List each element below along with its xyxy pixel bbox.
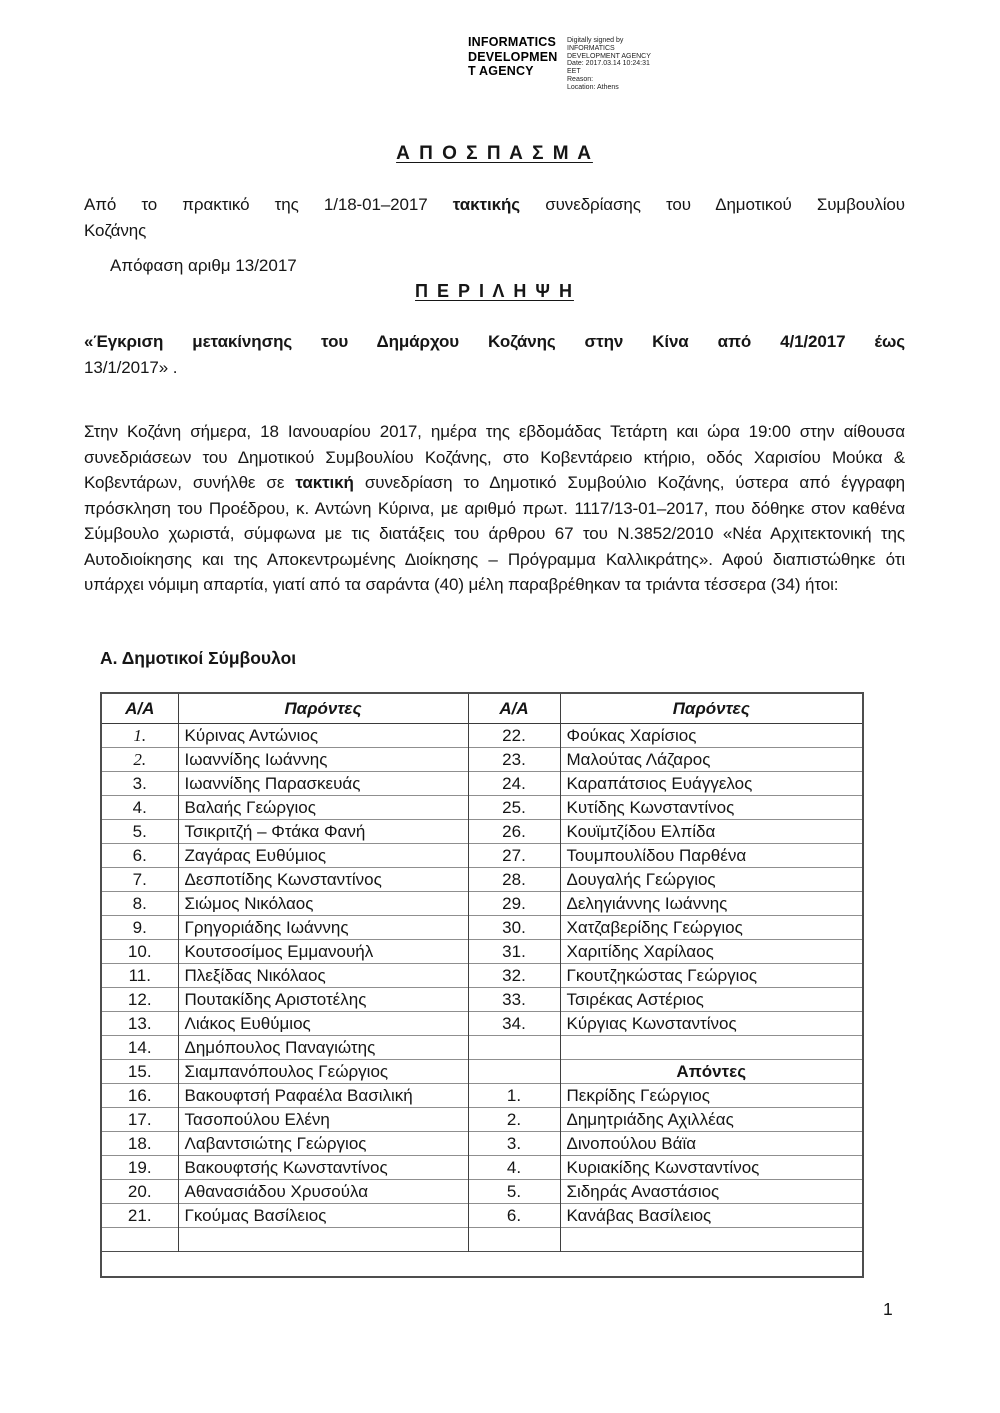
table-header-cell: Παρόντες [178, 693, 468, 724]
table-row [101, 796, 863, 820]
table-header-cell: Α/Α [101, 693, 178, 724]
row-number-cell: 3. [101, 772, 178, 796]
member-name-cell: Πεκρίδης Γεώργιος [560, 1084, 863, 1108]
council-table-wrap [100, 692, 864, 1278]
row-number-cell: 8. [101, 892, 178, 916]
member-name-cell: Τσικριτζή – Φτάκα Φανή [178, 820, 468, 844]
row-number-cell: 29. [468, 892, 560, 916]
table-row [101, 1180, 863, 1204]
member-name-cell: Κυτίδης Κωνσταντίνος [560, 796, 863, 820]
row-number-cell: 19. [101, 1156, 178, 1180]
table-row [101, 1012, 863, 1036]
row-number-cell: 5. [101, 820, 178, 844]
subject-line-1: «Έγκριση μετακίνησης του Δημάρχου Κοζάνης στην Κίνα από 4/1/2017 έως [84, 332, 905, 351]
member-name-cell: Ζαγάρας Ευθύμιος [178, 844, 468, 868]
table-row [101, 868, 863, 892]
table-row [101, 724, 863, 748]
subject-line-2: 13/1/2017» . [84, 357, 178, 377]
intro-line-1 [84, 192, 905, 218]
table-row [101, 772, 863, 796]
row-number-cell: 25. [468, 796, 560, 820]
row-number-cell: 21. [101, 1204, 178, 1228]
member-name-cell: Δεσποτίδης Κωνσταντίνος [178, 868, 468, 892]
table-row [101, 1204, 863, 1228]
signature-detail-line: Date: 2017.03.14 10:24:31 [567, 60, 650, 68]
row-number-cell: 28. [468, 868, 560, 892]
signature-agency-line: INFORMATICS [468, 35, 557, 49]
intro-text: Από το πρακτικό της 1/18-01–2017 [84, 195, 453, 214]
signature-detail-line: EET [567, 68, 581, 76]
member-name-cell: Δημόπουλος Παναγιώτης [178, 1036, 468, 1060]
member-name-cell: Τσιρέκας Αστέριος [560, 988, 863, 1012]
table-row [101, 988, 863, 1012]
row-number-cell: 13. [101, 1012, 178, 1036]
member-name-cell [560, 1228, 863, 1252]
intro-bold-text: τακτικής [452, 195, 521, 214]
member-name-cell: Κύρινας Αντώνιος [178, 724, 468, 748]
council-table-body [101, 724, 863, 1252]
table-footer-cell [101, 1252, 863, 1278]
row-number-cell: 16. [101, 1084, 178, 1108]
table-row [101, 1228, 863, 1252]
member-name-cell: Τασοπούλου Ελένη [178, 1108, 468, 1132]
subject-paragraph [84, 329, 905, 380]
member-name-cell: Τουμπουλίδου Παρθένα [560, 844, 863, 868]
row-number-cell: 26. [468, 820, 560, 844]
row-number-cell: 1. [101, 724, 178, 748]
member-name-cell [178, 1228, 468, 1252]
member-name-cell: Πλεξίδας Νικόλαος [178, 964, 468, 988]
table-row [101, 1156, 863, 1180]
table-header-cell: Α/Α [468, 693, 560, 724]
table-row [101, 748, 863, 772]
body-text: συνεδρίαση το Δημοτικό Συμβούλιο Κοζάνης, ύστερα από έγγραφη πρόσκληση του Προέδρου, κ. Αντώνη Κύρινα, με αριθμό πρωτ. 1117/13-01–2017, που δόθηκε στον καθένα Σύμβουλο χωριστά, σύμφωνα με τις διατάξεις του άρθρου 67 του Ν.3852/2010 «Νέα Αρχιτεκτονική της Αυτοδιοίκησης και της Αποκεντρωμένης Διοίκησης – Πρόγραμμα Καλλικράτης». Αφού διαπιστώθηκε ότι υπάρχει νόμιμη απαρτία, γιατί από τα σαράντα (40) μέλη παραβρέθηκαν τα τριάντα τέσσερα (34) ήτοι: [84, 473, 905, 594]
member-name-cell: Χαριτίδης Χαρίλαος [560, 940, 863, 964]
member-name-cell: Λιάκος Ευθύμιος [178, 1012, 468, 1036]
row-number-cell: 6. [101, 844, 178, 868]
row-number-cell: 4. [101, 796, 178, 820]
signature-agency-name [468, 35, 568, 79]
member-name-cell: Ιωαννίδης Παρασκευάς [178, 772, 468, 796]
table-row [101, 940, 863, 964]
row-number-cell: 27. [468, 844, 560, 868]
body-paragraph [84, 419, 905, 598]
row-number-cell [468, 1060, 560, 1084]
row-number-cell: 17. [101, 1108, 178, 1132]
signature-agency-line: T AGENCY [468, 64, 534, 78]
member-name-cell: Μαλούτας Λάζαρος [560, 748, 863, 772]
member-name-cell: Δουγαλής Γεώργιος [560, 868, 863, 892]
row-number-cell: 2. [101, 748, 178, 772]
member-name-cell: Γκουτζηκώστας Γεώργιος [560, 964, 863, 988]
row-number-cell: 20. [101, 1180, 178, 1204]
member-name-cell: Βακουφτσή Ραφαέλα Βασιλική [178, 1084, 468, 1108]
row-number-cell: 32. [468, 964, 560, 988]
body-bold-text: τακτική [295, 473, 354, 492]
member-name-cell: Γρηγοριάδης Ιωάννης [178, 916, 468, 940]
member-name-cell: Κουϊμτζίδου Ελπίδα [560, 820, 863, 844]
member-name-cell: Δεληγιάννης Ιωάννης [560, 892, 863, 916]
row-number-cell [101, 1228, 178, 1252]
row-number-cell: 18. [101, 1132, 178, 1156]
member-name-cell: Καραπάτσιος Ευάγγελος [560, 772, 863, 796]
member-name-cell: Λαβαντσιώτης Γεώργιος [178, 1132, 468, 1156]
body-text: Στην Κοζάνη σήμερα, 18 Ιανουαρίου 2017, ημέρα της εβδομάδας Τετάρτη και ώρα 19:00 στην αίθουσα συνεδριάσεων του Δημοτικού Συμβουλίου Κοζάνης, στο Κοβεντάρειο κτήριο, οδός Χαρισίου Μούκα & Κοβεντάρων, συνήλθε σε [84, 422, 905, 492]
member-name-cell: Γκούμας Βασίλειος [178, 1204, 468, 1228]
signature-detail-line: Digitally signed by [567, 37, 624, 44]
row-number-cell: 24. [468, 772, 560, 796]
member-name-cell [560, 1036, 863, 1060]
intro-text: συνεδρίασης του Δημοτικού Συμβουλίου [520, 195, 905, 214]
row-number-cell: 11. [101, 964, 178, 988]
table-row [101, 1036, 863, 1060]
row-number-cell: 23. [468, 748, 560, 772]
row-number-cell: 15. [101, 1060, 178, 1084]
member-name-cell: Πουτακίδης Αριστοτέλης [178, 988, 468, 1012]
member-name-cell: Ιωαννίδης Ιωάννης [178, 748, 468, 772]
member-name-cell: Βαλαής Γεώργιος [178, 796, 468, 820]
row-number-cell: 1. [468, 1084, 560, 1108]
row-number-cell: 12. [101, 988, 178, 1012]
member-name-cell: Σιώμος Νικόλαος [178, 892, 468, 916]
row-number-cell [468, 1036, 560, 1060]
signature-agency-line: DEVELOPMEN [468, 49, 558, 64]
row-number-cell: 31. [468, 940, 560, 964]
summary-title: Π Ε Ρ Ι Λ Η Ψ Η [415, 281, 574, 301]
page-number: 1 [883, 1299, 893, 1319]
member-name-cell: Φούκας Χαρίσιος [560, 724, 863, 748]
row-number-cell [468, 1228, 560, 1252]
table-row [101, 964, 863, 988]
signature-detail-line: Reason: [567, 75, 594, 83]
row-number-cell: 22. [468, 724, 560, 748]
signature-details [567, 37, 697, 92]
intro-line-2: Κοζάνης [84, 220, 147, 240]
row-number-cell: 2. [468, 1108, 560, 1132]
table-row [101, 820, 863, 844]
table-row [101, 1108, 863, 1132]
section-heading: Α. Δημοτικοί Σύμβουλοι [100, 648, 297, 668]
table-header-cell: Παρόντες [560, 693, 863, 724]
row-number-cell: 33. [468, 988, 560, 1012]
member-name-cell: Βακουφτσής Κωνσταντίνος [178, 1156, 468, 1180]
row-number-cell: 4. [468, 1156, 560, 1180]
row-number-cell: 6. [468, 1204, 560, 1228]
table-row [101, 1132, 863, 1156]
decision-number: Απόφαση αριθμ 13/2017 [110, 256, 297, 275]
council-table [100, 692, 864, 1278]
signature-detail-line: DEVELOPMENT AGENCY [567, 52, 651, 60]
member-name-cell: Σιδηράς Αναστάσιος [560, 1180, 863, 1204]
row-number-cell: 10. [101, 940, 178, 964]
table-header-row [101, 693, 863, 724]
member-name-cell: Κύργιας Κωνσταντίνος [560, 1012, 863, 1036]
row-number-cell: 5. [468, 1180, 560, 1204]
member-name-cell: Κυριακίδης Κωνσταντίνος [560, 1156, 863, 1180]
table-row [101, 1084, 863, 1108]
table-row [101, 1060, 863, 1084]
table-row [101, 916, 863, 940]
table-footer-row [101, 1252, 863, 1278]
member-name-cell: Κουτσοσίμος Εμμανουήλ [178, 940, 468, 964]
member-name-cell: Κανάβας Βασίλειος [560, 1204, 863, 1228]
signature-detail-line: Location: Athens [567, 83, 619, 91]
document-title: Α Π Ο Σ Π Α Σ Μ Α [396, 143, 593, 164]
row-number-cell: 9. [101, 916, 178, 940]
table-row [101, 892, 863, 916]
member-name-cell: Απόντες [560, 1060, 863, 1084]
member-name-cell: Σιαμπανόπουλος Γεώργιος [178, 1060, 468, 1084]
row-number-cell: 14. [101, 1036, 178, 1060]
row-number-cell: 30. [468, 916, 560, 940]
row-number-cell: 7. [101, 868, 178, 892]
row-number-cell: 3. [468, 1132, 560, 1156]
signature-detail-line: INFORMATICS [567, 44, 615, 52]
member-name-cell: Αθανασιάδου Χρυσούλα [178, 1180, 468, 1204]
table-row [101, 844, 863, 868]
member-name-cell: Χατζαβερίδης Γεώργιος [560, 916, 863, 940]
member-name-cell: Δινοπούλου Βάϊα [560, 1132, 863, 1156]
intro-paragraph [84, 192, 905, 243]
row-number-cell: 34. [468, 1012, 560, 1036]
member-name-cell: Δημητριάδης Αχιλλέας [560, 1108, 863, 1132]
